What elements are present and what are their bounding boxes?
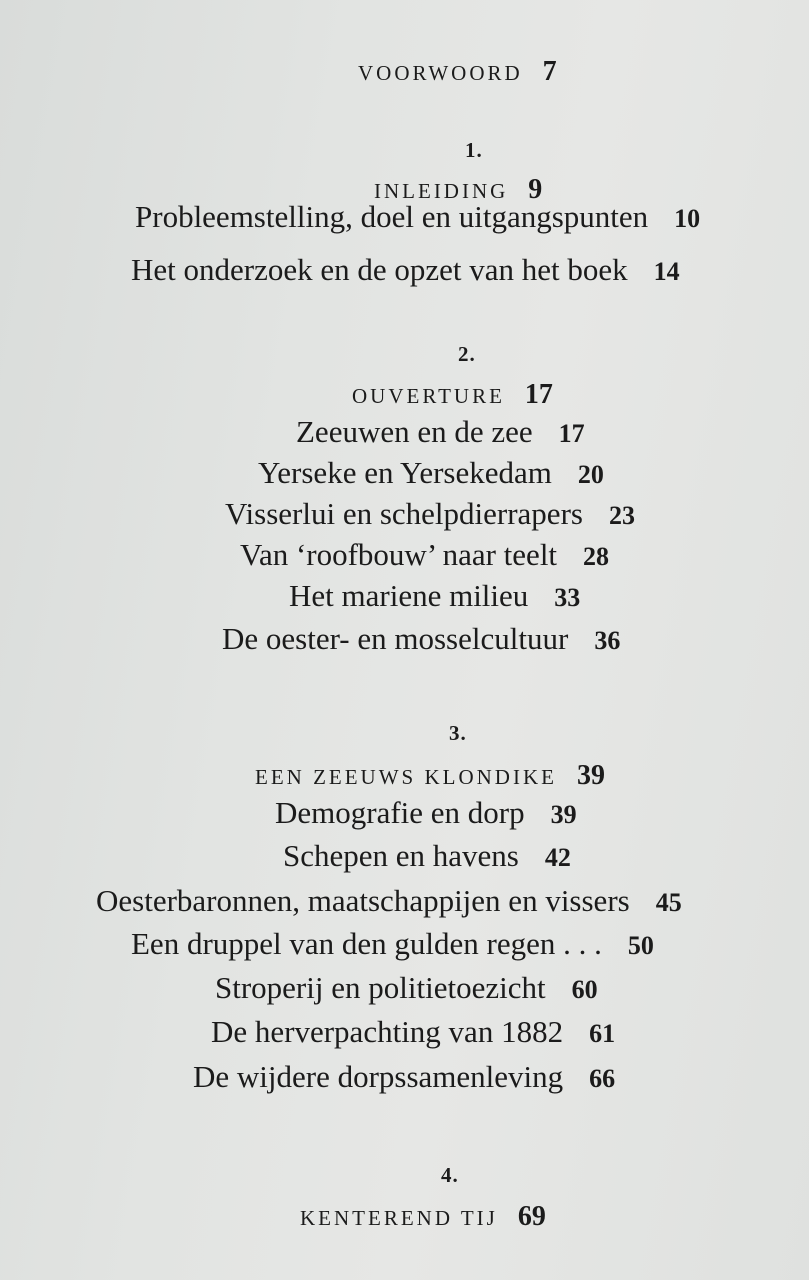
- chapter-title: OUVERTURE: [352, 384, 505, 408]
- section-entry: [222, 623, 620, 654]
- section-entry: [289, 580, 580, 611]
- section-title: Zeeuwen en de zee: [296, 414, 533, 449]
- chapter-heading: [255, 762, 605, 790]
- front-matter-entry: [358, 58, 557, 86]
- section-page: 60: [571, 975, 598, 1004]
- section-entry: [240, 539, 609, 570]
- section-page: 66: [589, 1064, 616, 1093]
- section-entry: [135, 201, 700, 232]
- chapter-title: INLEIDING: [374, 179, 509, 203]
- chapter-heading: [352, 381, 553, 409]
- section-page: 39: [550, 800, 577, 829]
- section-entry: [275, 797, 577, 828]
- chapter-page: 17: [524, 379, 553, 410]
- section-entry: [283, 840, 571, 871]
- section-title: Probleemstelling, doel en uitgangspunten: [135, 199, 649, 234]
- section-entry: [215, 972, 598, 1003]
- chapter-page: 39: [576, 760, 605, 791]
- front-matter-page: 7: [542, 56, 557, 87]
- chapter-number: 2.: [458, 342, 476, 366]
- section-entry: [296, 416, 585, 447]
- section-title: Een druppel van den gulden regen . . .: [131, 926, 602, 961]
- section-page: 36: [594, 626, 621, 655]
- chapter-number: 3.: [449, 721, 467, 745]
- section-title: Het onderzoek en de opzet van het boek: [131, 252, 628, 287]
- section-title: De wijdere dorpssamenleving: [193, 1059, 564, 1094]
- section-page: 23: [608, 501, 635, 530]
- chapter-page: 9: [528, 174, 543, 205]
- section-entry: [225, 498, 635, 529]
- section-page: 61: [589, 1019, 616, 1048]
- chapter-heading: [300, 1203, 546, 1231]
- chapter-title: EEN ZEEUWS KLONDIKE: [255, 765, 557, 789]
- section-title: Demografie en dorp: [275, 795, 525, 830]
- section-title: Visserlui en schelpdierrapers: [225, 496, 583, 531]
- section-page: 45: [655, 888, 682, 917]
- section-page: 42: [544, 843, 571, 872]
- section-page: 28: [583, 542, 610, 571]
- section-entry: [258, 457, 604, 488]
- section-entry: [131, 254, 680, 285]
- section-title: De herverpachting van 1882: [211, 1014, 564, 1049]
- chapter-number: 4.: [441, 1163, 459, 1187]
- section-title: Van ‘roofbouw’ naar teelt: [240, 537, 558, 572]
- section-page: 50: [627, 931, 654, 960]
- chapter-page: 69: [517, 1201, 546, 1232]
- section-entry: [211, 1016, 615, 1047]
- section-page: 14: [653, 257, 680, 286]
- section-page: 17: [558, 419, 585, 448]
- chapter-title: KENTEREND TIJ: [300, 1206, 498, 1230]
- section-entry: [131, 928, 654, 959]
- section-page: 20: [577, 460, 604, 489]
- section-entry: [193, 1061, 615, 1092]
- section-title: Yerseke en Yersekedam: [258, 455, 552, 490]
- section-page: 10: [674, 204, 701, 233]
- front-matter-title: VOORWOORD: [358, 61, 523, 85]
- section-title: Schepen en havens: [283, 838, 519, 873]
- section-title: Oesterbaronnen, maatschappijen en vissers: [96, 883, 630, 918]
- section-title: Het mariene milieu: [289, 578, 529, 613]
- section-title: De oester- en mosselcultuur: [222, 621, 569, 656]
- section-page: 33: [554, 583, 581, 612]
- chapter-number: 1.: [465, 138, 483, 162]
- section-entry: [96, 885, 682, 916]
- section-title: Stroperij en politietoezicht: [215, 970, 546, 1005]
